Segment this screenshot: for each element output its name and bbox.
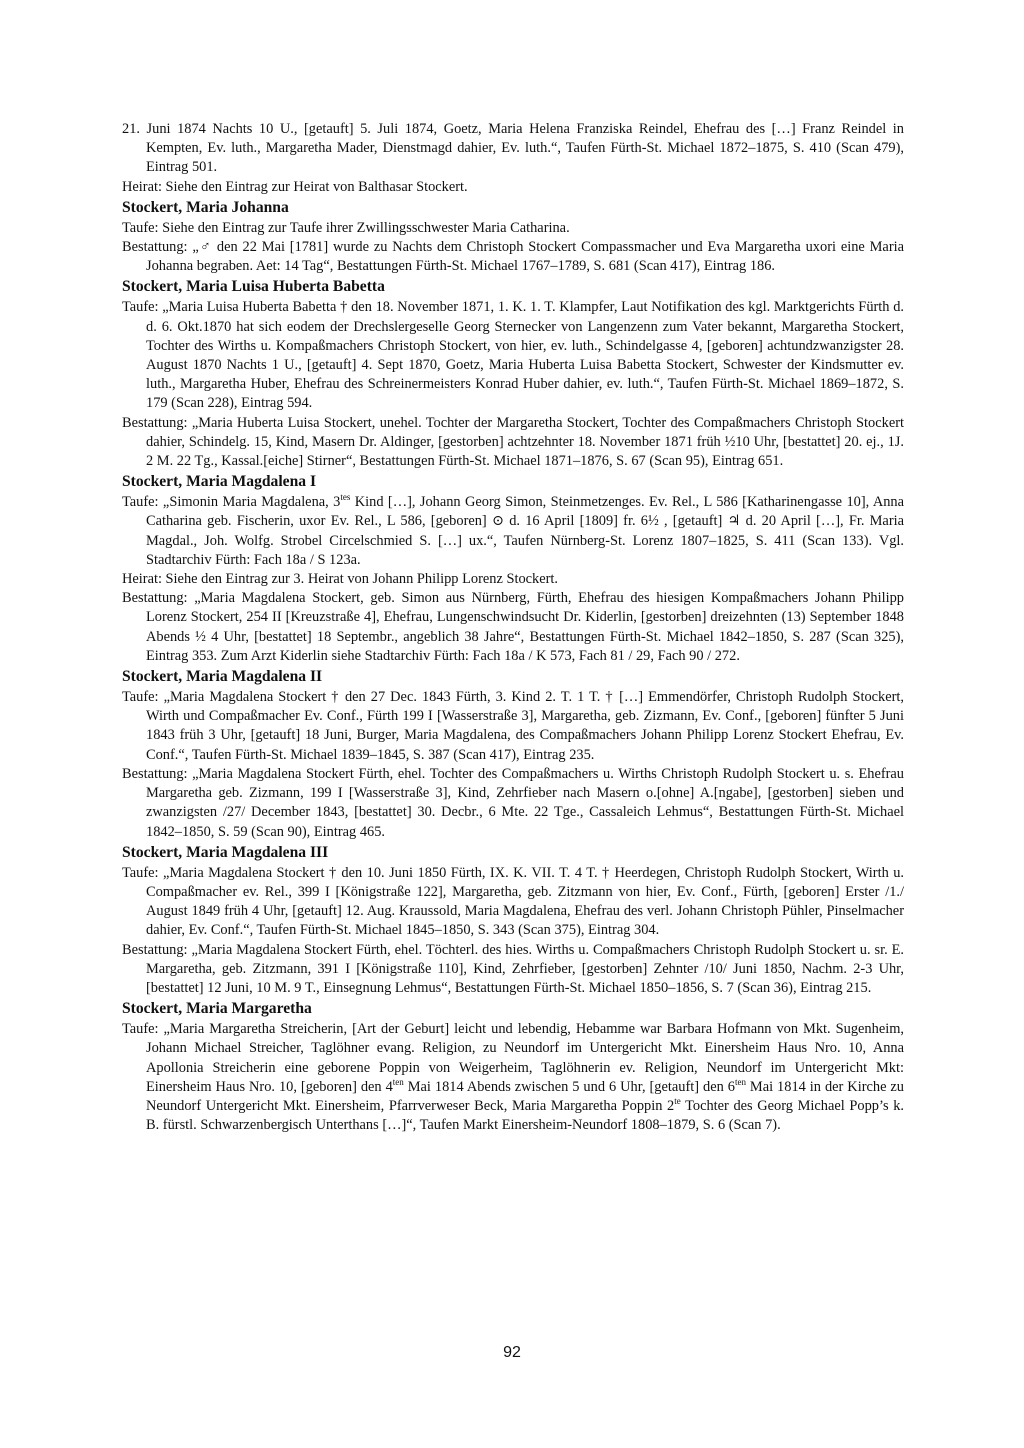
entry-paragraph (122, 238, 904, 276)
entry-heading: Stockert, Maria Johanna (122, 198, 289, 216)
paragraph-text: Tochter des Georg Michael Popp’s k. B. fürstl. Schwarzenbergisch Unterthans […]“, Taufen Markt Einersheim-Neundorf 1808–1879, S. 6 (Scan 7). (146, 1097, 904, 1134)
entry-paragraph (122, 864, 904, 941)
entry-paragraph (122, 178, 904, 197)
entry-heading: Stockert, Maria Magdalena I (122, 473, 317, 491)
superscript: te (674, 1096, 681, 1107)
entry-heading: Stockert, Maria Magdalena III (122, 843, 329, 861)
entry-paragraph (122, 765, 904, 842)
paragraph-text: Bestattung: „♂ den 22 Mai [1781] wurde zu Nachts dem Christoph Stockert Compassmacher und Eva Margaretha uxori eine Maria Johanna begraben. Aet: 14 Tag“, Bestattungen Fürth-St. Michael 1767–1789, S. 681 (Scan 417), Eintrag 186. (122, 239, 904, 275)
paragraph-text: Taufe: „Maria Margaretha Streicherin, [Art der Geburt] leicht und lebendig, Hebamme war Barbara Hofmann von Mkt. Sugenheim, Johann Michael Streicher, Taglöhner evang. Religion, zu Neundorf im Untergericht Mkt. Einersheim Haus Nro. 10, Anna Apollonia Streicherin eine geborene Poppin von Weigerheim, Taglöhnerin ev. Religion, Neundorf im Untergericht Mkt: Einersheim Haus Nro. 10, [geboren] den 4 (122, 1021, 904, 1095)
superscript: tes (340, 492, 351, 503)
entry-paragraph (122, 941, 904, 999)
entry-paragraph (122, 1020, 904, 1135)
page-number: 92 (503, 1344, 521, 1361)
paragraph-text: Bestattung: „Maria Magdalena Stockert Fürth, ehel. Töchterl. des hies. Wirths u. Compaßmachers Christoph Rudolph Stockert u. sr. E. Margaretha, geb. Zitzmann, 391 I [Königstraße 110], Kind, Zehrfieber, [gestorben] Zehnter /10/ Juni 1850, Nachm. 2-3 Uhr, [bestattet] 12 Juni, 10 M. 9 T., Einsegnung Lehmus“, Bestattungen Fürth-St. Michael 1850–1856, S. 7 (Scan 36), Eintrag 215. (122, 941, 904, 996)
entry-paragraph (122, 298, 904, 413)
entry-paragraph (122, 688, 904, 765)
superscript: ten (734, 1076, 746, 1087)
paragraph-text: Mai 1814 Abends zwischen 5 und 6 Uhr, [getauft] den 6 (403, 1078, 735, 1095)
paragraph-text: 21. Juni 1874 Nachts 10 U., [getauft] 5. Juli 1874, Goetz, Maria Helena Franziska Reindel, Ehefrau des […] Franz Reindel in Kempten, Ev. luth., Margaretha Mader, Dienstmagd dahier, Ev. luth.“, Taufen Fürth-St. Michael 1872–1875, S. 410 (Scan 479), Eintrag 501. (122, 121, 904, 176)
entry-paragraph (122, 219, 904, 238)
paragraph-text: Bestattung: „Maria Huberta Luisa Stockert, unehel. Tochter der Margaretha Stockert, Tochter des Compaßmachers Christoph Stockert dahier, Schindelg. 15, Kind, Masern Dr. Aldinger, [gestorben] achtzehnter 18. November 1871 früh ½10 Uhr, [bestattet] 20. ej., 1J. 2 M. 22 Tg., Kassal.[eiche] Stirner“, Bestattungen Fürth-St. Michael 1871–1876, S. 67 (Scan 95), Eintrag 651. (122, 414, 904, 470)
entry-paragraph (122, 589, 904, 666)
paragraph-text: Heirat: Siehe den Eintrag zur Heirat von Balthasar Stockert. (122, 178, 468, 195)
entry-paragraph (122, 570, 904, 589)
entry-paragraph (122, 414, 904, 472)
paragraph-text: Heirat: Siehe den Eintrag zur 3. Heirat von Johann Philipp Lorenz Stockert. (122, 571, 558, 588)
paragraph-text: Mai 1814 in der Kirche zu Neundorf Untergericht Mkt. Einersheim, Pfarrverweser Beck, Maria Margaretha Poppin 2 (146, 1078, 905, 1114)
entry-paragraph (122, 120, 904, 178)
paragraph-text: Taufe: „Simonin Maria Magdalena, 3 (122, 494, 341, 511)
page-content (122, 120, 904, 1135)
paragraph-text: Bestattung: „Maria Magdalena Stockert, geb. Simon aus Nürnberg, Fürth, Ehefrau des hiesigen Kompaßmachers Johann Philipp Lorenz Stockert, 254 II [Kreuzstraße 4], Ehefrau, Lungenschwindsucht Dr. Kiderlin, [gestorben] dreizehnten (13) September 1848 Abends ½ 4 Uhr, [bestattet] 18 Septembr., angeblich 38 Jahre“, Bestattungen Fürth-St. Michael 1842–1850, S. 287 (Scan 325), Eintrag 353. Zum Arzt Kiderlin siehe Stadtarchiv Fürth: Fach 18a / K 573, Fach 81 / 29, Fach 90 / 272. (122, 590, 904, 664)
paragraph-text: Taufe: „Maria Magdalena Stockert † den 10. Juni 1850 Fürth, IX. K. VII. T. 4 T. † Heerdegen, Christoph Rudolph Stockert, Wirth u. Compaßmacher ev. Rel., 399 I [Königstraße 122], Margaretha, geb. Zitzmann von hier, Ev. Conf., Fürth, [geboren] Erster /1./ August 1849 früh 4 Uhr, [getauft] 12. Aug. Kraussold, Maria Magdalena, Ehefrau des verl. Johann Christoph Pühler, Pinselmacher dahier, Ev. Conf.“, Taufen Fürth-St. Michael 1845–1850, S. 343 (Scan 375), Eintrag 304. (122, 864, 904, 939)
superscript: ten (392, 1076, 404, 1087)
paragraph-text: Taufe: Siehe den Eintrag zur Taufe ihrer Zwillingsschwester Maria Catharina. (122, 219, 570, 236)
paragraph-text: Kind […], Johann Georg Simon, Steinmetzenges. Ev. Rel., L 586 [Katharinengasse 10], Anna Catharina geb. Fischerin, uxor Ev. Rel., L 586, [geboren] ⊙ d. 16 April [1809] fr. 6½ , [getauft] ♃ d. 20 April […], Fr. Maria Magdal., Joh. Wolfg. Strobel Circelschmied S. […] ux.“, Taufen Nürnberg-St. Lorenz 1807–1825, S. 411 (Scan 133). Vgl. Stadtarchiv Fürth: Fach 18a / S 123a. (146, 494, 904, 568)
entry-heading: Stockert, Maria Luisa Huberta Babetta (122, 278, 385, 296)
paragraph-text: Taufe: „Maria Magdalena Stockert † den 27 Dec. 1843 Fürth, 3. Kind 2. T. 1 T. † […] Emmendörfer, Christoph Rudolph Stockert, Wirth und Compaßmacher Ev. Conf., Fürth 199 I [Wasserstraße 3], Margaretha, geb. Zizmann, Ev. Conf., [geboren] fünfter 5 Juni 1843 früh 3 Uhr, [getauft] 18 Juni, Burger, Maria Magdalena, des Compaßmachers Johann Philipp Lorenz Stockert Ehefrau, Ev. Conf.“, Taufen Fürth-St. Michael 1839–1845, S. 387 (Scan 417), Eintrag 235. (122, 689, 904, 763)
paragraph-text: Taufe: „Maria Luisa Huberta Babetta † den 18. November 1871, 1. K. 1. T. Klampfer, Laut Notifikation des kgl. Marktgerichts Fürth d. d. 6. Okt.1870 hat sich eodem der Drechslergeselle Georg Sternecker von Langenzenn zum Vater bekannt, Margaretha Stockert, Tochter des Wirths u. Kompaßmachers Christoph Stockert, von hier, ev. luth., Schindelgasse 4, [geboren] achtundzwanzigster 28. August 1870 Nachts 1 U., [getauft] 4. Sept 1870, Goetz, Maria Huberta Luisa Babetta Stockert, Schwester der Kindsmutter ev. luth., Margaretha Huber, Ehefrau des Schreinermeisters Konrad Huber dahier, ev. luth.“, Taufen Fürth-St. Michael 1869–1872, S. 179 (Scan 228), Eintrag 594. (122, 299, 904, 412)
paragraph-text: Bestattung: „Maria Magdalena Stockert Fürth, ehel. Tochter des Compaßmachers u. Wirths Christoph Rudolph Stockert u. s. Ehefrau Margaretha geb. Zizmann, 199 I [Wasserstraße 3], Kind, Zehrfieber nach Masern o.[ohne] A.[ngabe], [gestorben] sieben und zwanzigsten /27/ December 1843, [bestattet] 30. Decbr., 6 Mte. 22 Tge., Cassaleich Lehmus“, Bestattungen Fürth-St. Michael 1842–1850, S. 59 (Scan 90), Eintrag 465. (122, 765, 904, 840)
entry-heading: Stockert, Maria Margaretha (122, 1000, 312, 1018)
entry-paragraph (122, 493, 904, 570)
entry-heading: Stockert, Maria Magdalena II (122, 668, 323, 686)
